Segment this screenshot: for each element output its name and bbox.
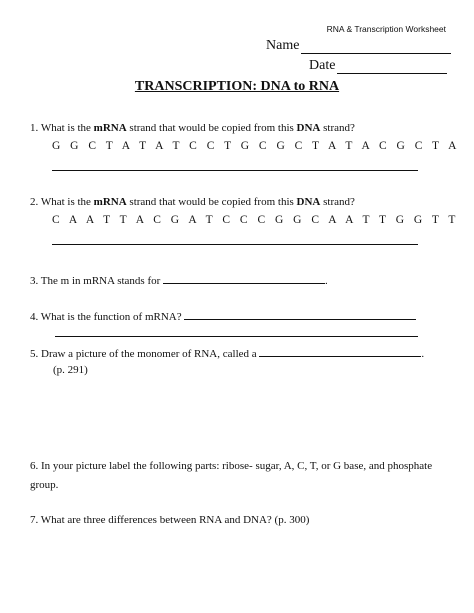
question-2-text-middle: strand that would be copied from this [129, 196, 294, 208]
question-2-answer-line[interactable] [52, 244, 418, 245]
question-2-number: 2. [30, 196, 39, 208]
question-6-line-2: group. [30, 479, 59, 491]
question-3-answer-blank[interactable] [163, 274, 325, 284]
question-2 [30, 196, 355, 208]
question-4-text: 4. What is the function of mRNA? [30, 311, 182, 323]
question-1-mrna: mRNA [93, 122, 127, 134]
name-label: Name [266, 38, 300, 53]
question-7: 7. What are three differences between RNA and DNA? (p. 300) [30, 514, 310, 526]
worksheet-header-label: RNA & Transcription Worksheet [326, 24, 446, 34]
question-2-dna-sequence: C A A T T A C G A T C C C G G C A A T T G G T T [52, 214, 456, 226]
question-1-dna: DNA [296, 122, 321, 134]
question-1-number: 1. [30, 122, 39, 134]
question-2-text-before: What is the [40, 196, 91, 208]
date-input-line[interactable] [337, 61, 447, 74]
date-label: Date [309, 58, 336, 73]
question-3-text: 3. The m in mRNA stands for [30, 275, 161, 287]
question-5-text: 5. Draw a picture of the monomer of RNA, called a [30, 348, 257, 360]
question-2-dna: DNA [296, 196, 321, 208]
question-1 [30, 122, 355, 134]
question-3 [30, 274, 328, 287]
question-1-text-middle: strand that would be copied from this [129, 122, 294, 134]
question-5 [30, 347, 424, 360]
question-1-answer-line[interactable] [52, 170, 418, 171]
question-5-answer-blank[interactable] [259, 347, 421, 357]
question-5-period: . [421, 348, 425, 360]
question-1-text-after: strand? [323, 122, 355, 134]
question-3-period: . [325, 275, 328, 287]
page-title: TRANSCRIPTION: DNA to RNA [134, 79, 340, 94]
date-field[interactable] [309, 58, 447, 74]
question-1-text-before: What is the [40, 122, 91, 134]
name-input-line[interactable] [301, 41, 451, 54]
question-5-page-ref: (p. 291) [53, 364, 88, 376]
question-2-mrna: mRNA [93, 196, 127, 208]
question-4 [30, 310, 416, 323]
question-1-dna-sequence: G G C T A T A T C C T G C G C T A T A C G C T A [52, 140, 457, 152]
name-field[interactable] [266, 38, 451, 54]
question-4-answer-line-2[interactable] [55, 336, 418, 337]
question-6-line-1: 6. In your picture label the following parts: ribose- sugar, A, C, T, or G base, and phosphate [30, 460, 433, 472]
question-4-answer-blank[interactable] [184, 310, 416, 320]
question-2-text-after: strand? [323, 196, 355, 208]
